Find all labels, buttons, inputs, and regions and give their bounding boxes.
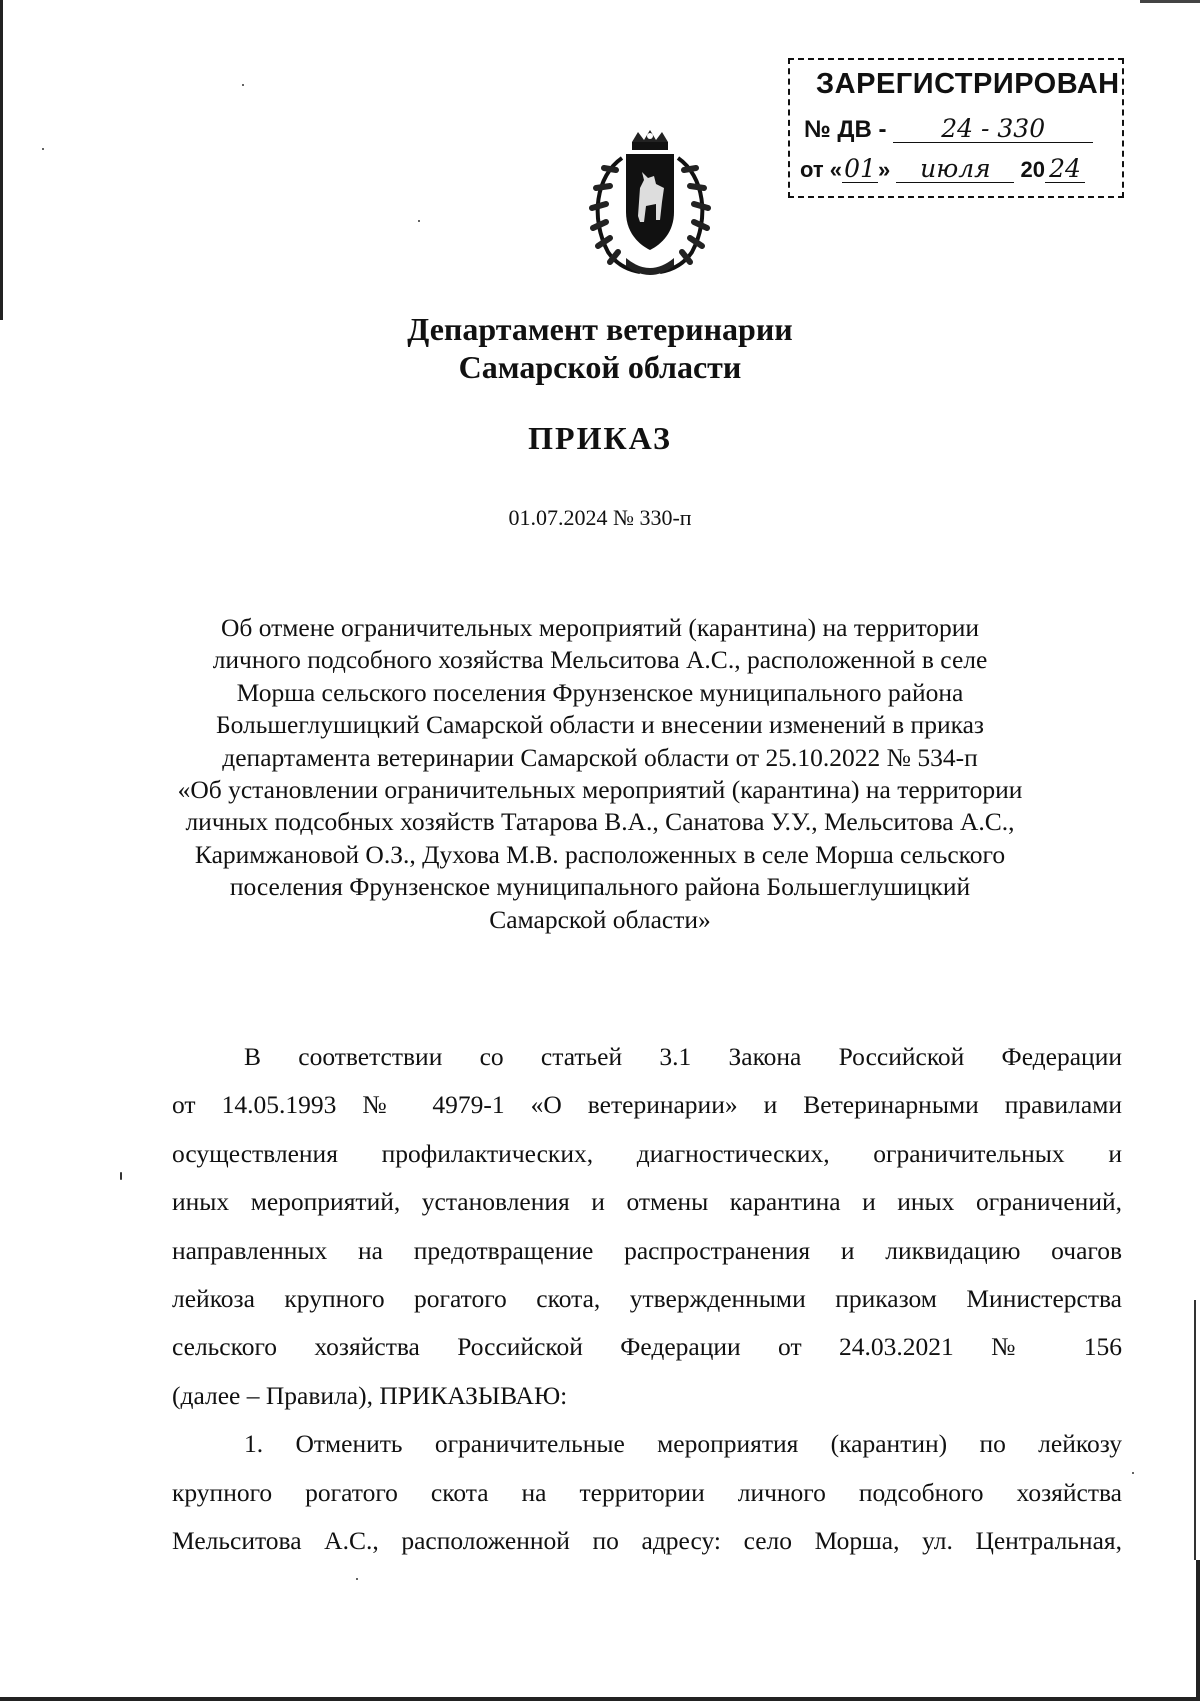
registration-stamp xyxy=(788,58,1124,198)
subject-line: Морша сельского поселения Фрунзенское муниципального района xyxy=(236,677,964,707)
subject-line: «Об установлении ограничительных мероприятий (карантина) на территории xyxy=(177,775,1023,805)
scan-corner-mark xyxy=(1140,0,1200,3)
department-line-2: Самарской области xyxy=(458,349,742,385)
subject-line: личного подсобного хозяйства Мельситова А.С., расположенной в селе xyxy=(212,645,988,675)
preamble-line: (далее – Правила), ПРИКАЗЫВАЮ: xyxy=(172,1380,568,1410)
stamp-number-handwritten: 24 - 330 xyxy=(893,116,1093,143)
preamble-line: лейкоза крупного рогатого скота, утвержденными приказом Министерства xyxy=(172,1284,1122,1314)
stamp-date-mid: » xyxy=(878,157,891,182)
document-type: ПРИКАЗ xyxy=(528,420,672,456)
document-subject xyxy=(0,612,1200,936)
subject-line: департамента ветеринарии Самарской области от 25.10.2022 № 534-п xyxy=(222,742,978,772)
preamble-line: сельского хозяйства Российской Федерации от 24.03.2021 № 156 xyxy=(172,1332,1122,1362)
scan-speck xyxy=(42,148,44,150)
scan-speck xyxy=(1132,1472,1134,1474)
stamp-date-prefix: от « xyxy=(800,157,843,182)
stamp-title: ЗАРЕГИСТРИРОВАН xyxy=(816,68,1120,100)
scan-edge-right-bottom xyxy=(1196,1560,1200,1701)
subject-line: поселения Фрунзенское муниципального района Большеглушицкий xyxy=(229,872,971,902)
stamp-date-year-prefix: 20 xyxy=(1020,157,1045,182)
preamble-line: В соответствии со статьей 3.1 Закона Российской Федерации xyxy=(244,1042,1122,1071)
subject-line: Об отмене ограничительных мероприятий (карантина) на территории xyxy=(220,613,980,642)
document-date-number: 01.07.2024 № 330-п xyxy=(508,505,692,530)
scan-speck xyxy=(120,1172,122,1180)
department-line-1: Департамент ветеринарии xyxy=(407,311,793,347)
stamp-date-year-suffix: 24 xyxy=(1045,156,1085,183)
scan-edge-right xyxy=(1194,1300,1196,1560)
samara-coat-of-arms-icon xyxy=(582,128,718,278)
preamble-line: иных мероприятий, установления и отмены карантина и иных ограничений, xyxy=(172,1187,1122,1217)
scan-edge-left xyxy=(0,0,3,320)
stamp-number-prefix: № ДВ - xyxy=(804,116,887,143)
item-1-line: 1. Отменить ограничительные мероприятия (карантин) по лейкозу xyxy=(244,1429,1122,1459)
subject-line: Большеглушицкий Самарской области и внесении изменений в приказ xyxy=(215,710,984,740)
scan-edge-bottom xyxy=(0,1697,1200,1701)
scan-speck xyxy=(356,1578,358,1580)
scan-speck xyxy=(418,220,420,222)
stamp-date-day: 01 xyxy=(842,156,878,183)
preamble-line: осуществления профилактических, диагностических, ограничительных и xyxy=(172,1138,1122,1168)
stamp-date-month: июля xyxy=(896,156,1014,183)
stamp-date-row xyxy=(800,156,1085,183)
item-1-line: крупного рогатого скота на территории личного подсобного хозяйства xyxy=(172,1477,1122,1507)
department-name xyxy=(0,310,1200,386)
item-1-line: Мельситова А.С., расположенной по адресу: село Морша, ул. Центральная, xyxy=(172,1526,1122,1556)
subject-line: Каримжановой О.З., Духова М.В. расположенных в селе Морша сельского xyxy=(194,839,1006,869)
document-body xyxy=(172,1033,1122,1565)
scan-speck xyxy=(242,84,244,86)
subject-line: личных подсобных хозяйств Татарова В.А., Санатова У.У., Мельситова А.С., xyxy=(185,807,1015,837)
preamble-line: направленных на предотвращение распространения и ликвидацию очагов xyxy=(172,1235,1122,1265)
preamble-line: от 14.05.1993 № 4979-1 «О ветеринарии» и Ветеринарными правилами xyxy=(172,1090,1122,1120)
subject-line: Самарской области» xyxy=(489,904,711,934)
stamp-number-row xyxy=(804,116,1093,144)
